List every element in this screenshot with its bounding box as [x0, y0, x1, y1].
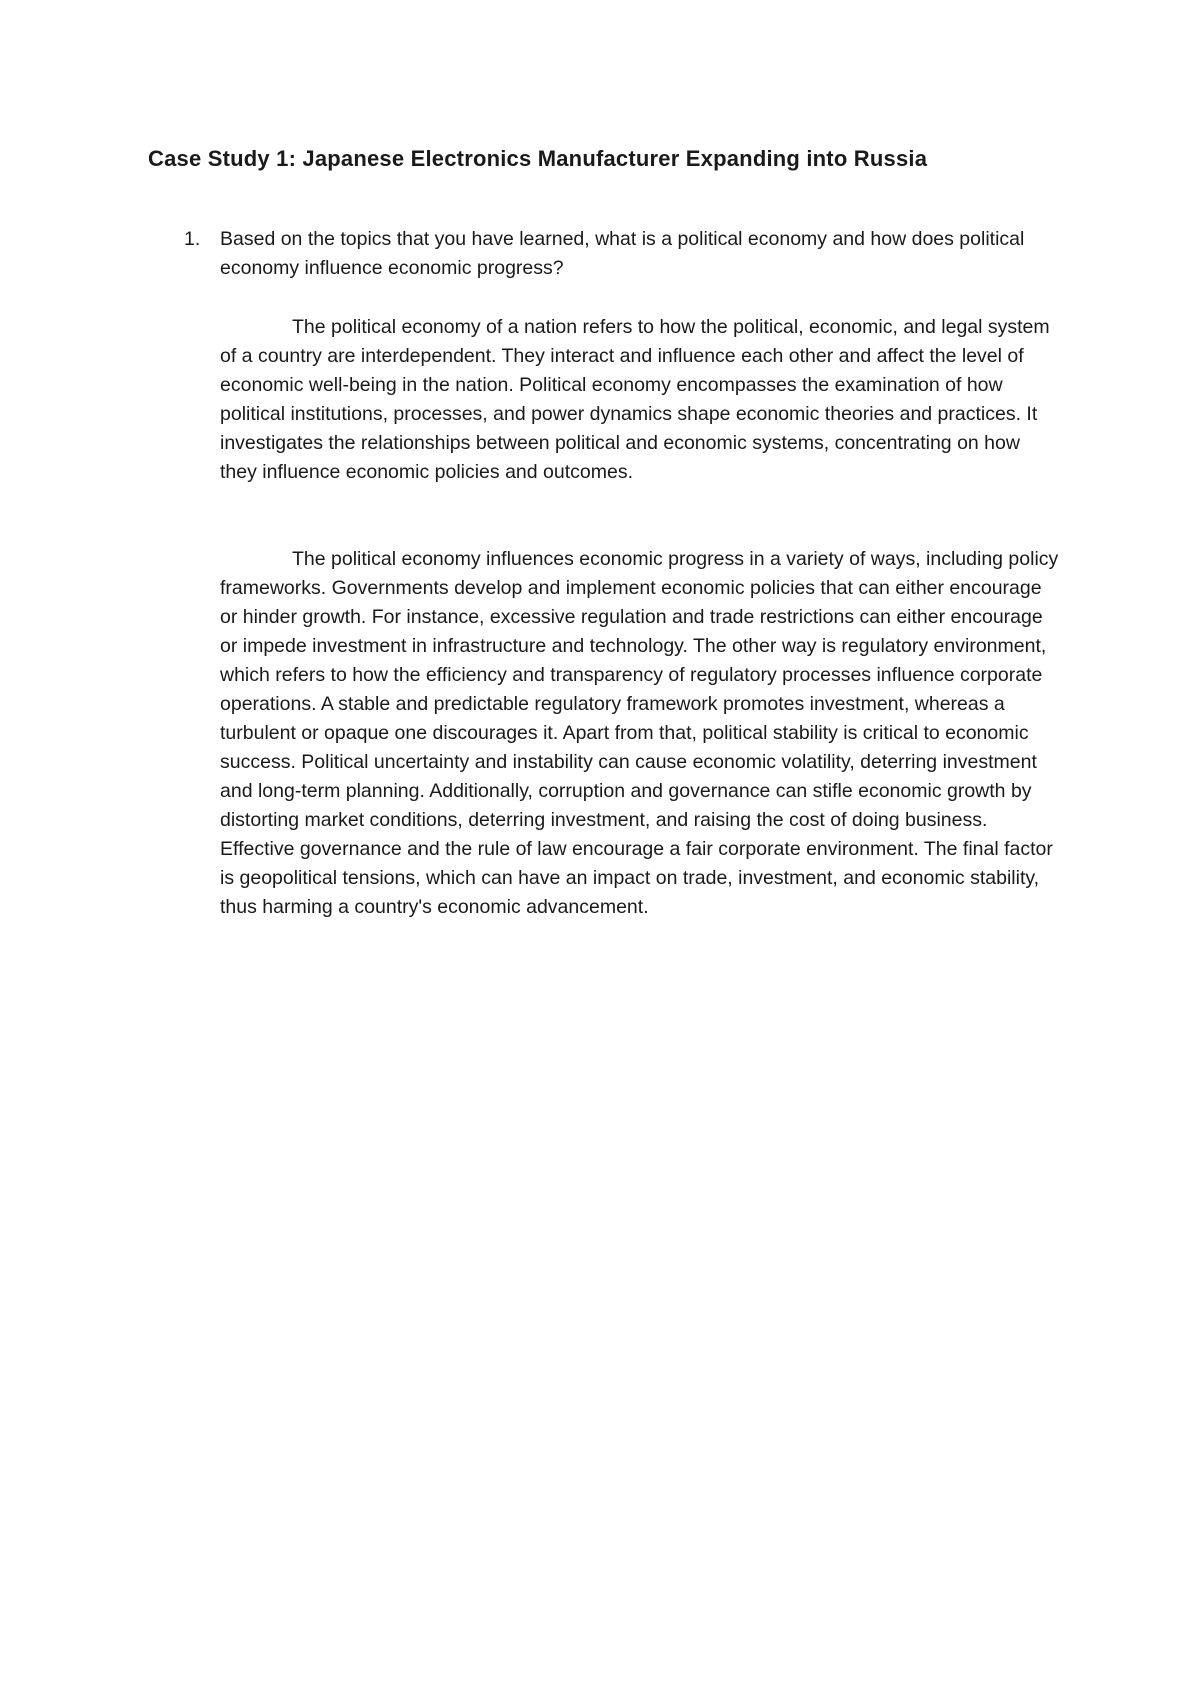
- answer-paragraph-1: The political economy of a nation refers to how the political, economic, and legal system of a country are interdependent. They interact and influence each other and affect the level of economic well-being in the nation. Political economy encompasses the examination of how political institutions, processes, and power dynamics shape economic theories and practices. It investigates the relationships between political and economic systems, concentrating on how they influence economic policies and outcomes.: [220, 316, 1050, 483]
- answer-paragraph-2: The political economy influences economic progress in a variety of ways, including policy frameworks. Governments develop and implement economic policies that can either encourage or hinder growth. For instance, excessive regulation and trade restrictions can either encourage or impede investment in infrastructure and technology. The other way is regulatory environment, which refers to how the efficiency and transparency of regulatory processes influence corporate operations. A stable and predictable regulatory framework promotes investment, whereas a turbulent or opaque one discourages it. Apart from that, political stability is critical to economic success. Political uncertainty and instability can cause economic volatility, deterring investment and long-term planning. Additionally, corruption and governance can stifle economic growth by distorting market conditions, deterring investment, and raising the cost of doing business. Effective governance and the rule of law encourage a fair corporate environment. The final factor is geopolitical tensions, which can have an impact on trade, investment, and economic stability, thus harming a country's economic advancement.: [220, 548, 1059, 918]
- question-number: 1.: [184, 228, 201, 250]
- question-item: [184, 225, 1064, 283]
- document-title: Case Study 1: Japanese Electronics Manufacturer Expanding into Russia: [148, 146, 928, 171]
- question-text: Based on the topics that you have learned, what is a political economy and how does political economy influence economic progress?: [220, 228, 1025, 279]
